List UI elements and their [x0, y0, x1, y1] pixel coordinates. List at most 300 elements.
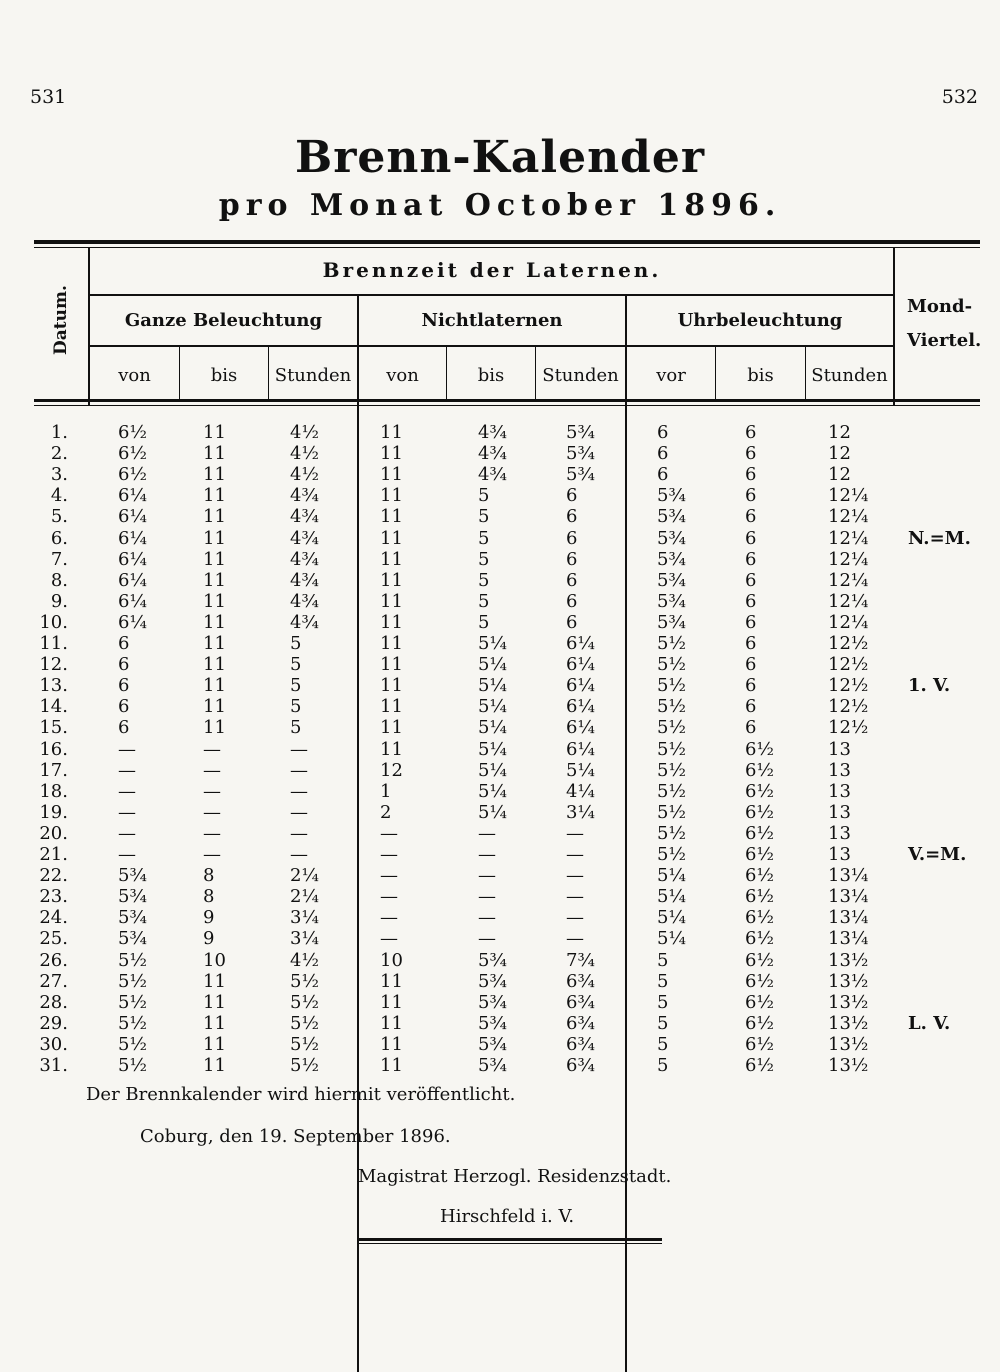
cell-uhr-bis: 6 [745, 485, 757, 507]
cell-uhr-bis: 6 [745, 422, 757, 443]
cell-nicht-bis: 4¾ [478, 464, 507, 486]
cell-uhr-stunden: 13 [828, 822, 851, 844]
cell-datum: 6. [50, 527, 68, 549]
cell-nicht-stunden: 6 [566, 590, 578, 612]
footer-rule [358, 1238, 662, 1241]
cell-nicht-stunden: — [566, 844, 584, 865]
cell-ganze-von: 6½ [118, 443, 147, 465]
cell-uhr-bis: 6½ [745, 865, 774, 887]
cell-datum: 17. [39, 759, 68, 781]
cell-ganze-von: 6¼ [118, 569, 147, 591]
cell-nicht-von: 2 [380, 801, 392, 823]
cell-datum: 28. [39, 991, 68, 1013]
cell-nicht-bis: 5 [478, 569, 490, 591]
cell-ganze-bis: 11 [203, 991, 226, 1013]
cell-uhr-bis: 6 [745, 464, 757, 486]
cell-nicht-von: — [380, 844, 398, 865]
cell-nicht-bis: 5¼ [478, 696, 507, 718]
cell-ganze-stunden: 4¾ [290, 548, 319, 570]
table-top-rule-thin [34, 247, 980, 248]
cell-uhr-bis: 6½ [745, 970, 774, 992]
footer-place-date: Coburg, den 19. September 1896. [140, 1126, 451, 1147]
cell-nicht-stunden: 6¾ [566, 991, 595, 1013]
cell-uhr-stunden: 12½ [828, 696, 869, 718]
cell-nicht-von: 11 [380, 527, 403, 549]
cell-datum: 13. [39, 675, 68, 697]
cell-uhr-stunden: 13 [828, 759, 851, 781]
cell-nicht-bis: 5 [478, 485, 490, 507]
cell-nicht-bis: 5¾ [478, 1033, 507, 1055]
footer-publication-note: Der Brennkalender wird hiermit veröffentlicht. [86, 1084, 516, 1105]
cell-nicht-von: 11 [380, 485, 403, 507]
col-header-von: von [118, 365, 151, 386]
cell-datum: 26. [39, 949, 68, 971]
cell-ganze-bis: — [203, 738, 221, 760]
cell-datum: 8. [50, 569, 68, 591]
cell-ganze-stunden: 3¼ [290, 907, 319, 929]
cell-uhr-von: 5 [657, 1033, 669, 1055]
cell-nicht-von: — [380, 886, 398, 908]
cell-datum: 30. [39, 1033, 68, 1055]
cell-uhr-bis: 6½ [745, 780, 774, 802]
cell-nicht-stunden: 6¾ [566, 1055, 595, 1076]
cell-datum: 18. [39, 780, 68, 802]
footer-authority: Magistrat Herzogl. Residenzstadt. [358, 1166, 672, 1187]
cell-uhr-stunden: 12¼ [828, 611, 869, 633]
cell-uhr-bis: 6½ [745, 822, 774, 844]
cell-uhr-bis: 6½ [745, 759, 774, 781]
cell-ganze-stunden: 5½ [290, 970, 319, 992]
cell-ganze-stunden: 2¼ [290, 886, 319, 908]
cell-uhr-von: 5½ [657, 780, 686, 802]
cell-uhr-stunden: 12¼ [828, 590, 869, 612]
cell-uhr-von: 5½ [657, 696, 686, 718]
cell-uhr-von: 5¾ [657, 527, 686, 549]
cell-uhr-von: 6 [657, 422, 669, 443]
cell-uhr-von: 5¾ [657, 548, 686, 570]
cell-uhr-stunden: 13½ [828, 1012, 869, 1034]
cell-nicht-bis: 5¼ [478, 633, 507, 654]
cell-uhr-stunden: 12 [828, 422, 851, 443]
cell-nicht-stunden: — [566, 928, 584, 950]
group-header-nicht: Nichtlaternen [421, 310, 563, 331]
cell-uhr-von: 5¾ [657, 590, 686, 612]
cell-ganze-von: — [118, 738, 136, 760]
cell-uhr-bis: 6½ [745, 949, 774, 971]
cell-ganze-stunden: 4½ [290, 422, 319, 443]
cell-uhr-von: 5½ [657, 738, 686, 760]
cell-ganze-von: 5½ [118, 1033, 147, 1055]
group-rule [90, 294, 894, 296]
cell-nicht-bis: 5¼ [478, 738, 507, 760]
col-header-vor: vor [656, 365, 686, 386]
cell-nicht-von: 11 [380, 970, 403, 992]
cell-uhr-von: 5 [657, 949, 669, 971]
cell-uhr-stunden: 13¼ [828, 928, 869, 950]
cell-nicht-von: 11 [380, 675, 403, 697]
cell-ganze-von: — [118, 822, 136, 844]
cell-datum: 16. [39, 738, 68, 760]
header-bottom-rule-thin [34, 405, 980, 406]
cell-datum: 24. [39, 907, 68, 929]
cell-nicht-von: 11 [380, 991, 403, 1013]
cell-ganze-stunden: — [290, 822, 308, 844]
cell-uhr-stunden: 13½ [828, 991, 869, 1013]
cell-datum: 10. [39, 611, 68, 633]
footer-signature: Hirschfeld i. V. [440, 1206, 575, 1227]
cell-datum: 29. [39, 1012, 68, 1034]
cell-ganze-bis: 11 [203, 675, 226, 697]
moon-phase: V.=M. [908, 844, 967, 865]
cell-ganze-von: 6 [118, 717, 130, 739]
moon-phase: L. V. [908, 1012, 951, 1034]
cell-uhr-stunden: 13 [828, 844, 851, 865]
cell-uhr-stunden: 13¼ [828, 886, 869, 908]
cell-uhr-von: 5¼ [657, 886, 686, 908]
cell-nicht-von: 11 [380, 1033, 403, 1055]
cell-ganze-bis: 11 [203, 548, 226, 570]
cell-nicht-von: 11 [380, 611, 403, 633]
cell-uhr-stunden: 13¼ [828, 865, 869, 887]
cell-ganze-stunden: 5 [290, 654, 302, 676]
cell-uhr-von: 5½ [657, 675, 686, 697]
cell-nicht-von: 11 [380, 738, 403, 760]
col-header-stunden: Stunden [811, 365, 888, 386]
cell-ganze-von: 6 [118, 675, 130, 697]
cell-uhr-bis: 6½ [745, 1055, 774, 1076]
cell-nicht-stunden: 6¼ [566, 675, 595, 697]
cell-uhr-bis: 6½ [745, 1033, 774, 1055]
cell-nicht-von: — [380, 928, 398, 950]
cell-uhr-stunden: 13½ [828, 1055, 869, 1076]
cell-datum: 20. [39, 822, 68, 844]
cell-nicht-von: — [380, 907, 398, 929]
cell-datum: 12. [39, 654, 68, 676]
cell-uhr-bis: 6 [745, 717, 757, 739]
cell-nicht-stunden: 6 [566, 548, 578, 570]
cell-ganze-bis: 11 [203, 611, 226, 633]
cell-datum: 15. [39, 717, 68, 739]
cell-uhr-stunden: 13½ [828, 949, 869, 971]
cell-ganze-von: 5½ [118, 991, 147, 1013]
cell-ganze-bis: 11 [203, 717, 226, 739]
cell-uhr-stunden: 13½ [828, 1033, 869, 1055]
cell-nicht-von: 11 [380, 654, 403, 676]
group-header-ganze: Ganze Beleuchtung [124, 310, 323, 331]
cell-nicht-bis: — [478, 822, 496, 844]
cell-nicht-bis: 4¾ [478, 443, 507, 465]
cell-nicht-bis: 5¼ [478, 717, 507, 739]
page-number-right: 532 [941, 86, 978, 108]
cell-nicht-von: 11 [380, 1055, 403, 1076]
cell-ganze-stunden: 5 [290, 675, 302, 697]
cell-uhr-stunden: 12½ [828, 654, 869, 676]
datum-header: Datum. [51, 285, 71, 355]
cell-uhr-bis: 6 [745, 590, 757, 612]
cell-ganze-von: 5½ [118, 1012, 147, 1034]
cell-uhr-von: 6 [657, 443, 669, 465]
cell-nicht-bis: — [478, 907, 496, 929]
cell-datum: 22. [39, 865, 68, 887]
cell-nicht-stunden: 7¾ [566, 949, 595, 971]
cell-uhr-von: 5 [657, 1012, 669, 1034]
cell-uhr-bis: 6½ [745, 991, 774, 1013]
cell-uhr-bis: 6 [745, 527, 757, 549]
cell-ganze-stunden: 4½ [290, 464, 319, 486]
cell-uhr-bis: 6 [745, 443, 757, 465]
cell-ganze-bis: 11 [203, 633, 226, 654]
cell-uhr-stunden: 13 [828, 801, 851, 823]
cell-nicht-von: 11 [380, 422, 403, 443]
cell-ganze-stunden: 5 [290, 633, 302, 654]
cell-uhr-bis: 6½ [745, 844, 774, 865]
col-header-stunden: Stunden [542, 365, 619, 386]
cell-ganze-von: 6½ [118, 422, 147, 443]
cell-uhr-von: 5½ [657, 844, 686, 865]
cell-ganze-stunden: 4¾ [290, 527, 319, 549]
cell-nicht-stunden: 5¼ [566, 759, 595, 781]
cell-ganze-bis: 8 [203, 865, 215, 887]
page-subtitle: pro Monat October 1896. [218, 188, 782, 223]
cell-ganze-bis: 11 [203, 506, 226, 528]
cell-ganze-von: — [118, 844, 136, 865]
cell-ganze-bis: — [203, 844, 221, 865]
brennzeit-header: Brennzeit der Laternen. [322, 258, 662, 282]
cell-nicht-bis: 5¼ [478, 801, 507, 823]
cell-nicht-bis: — [478, 886, 496, 908]
col-header-bis: bis [477, 365, 505, 386]
cell-ganze-bis: — [203, 759, 221, 781]
page-title: Brenn-Kalender [295, 132, 705, 183]
cell-uhr-bis: 6½ [745, 801, 774, 823]
cell-ganze-von: 6¼ [118, 485, 147, 507]
cell-nicht-von: 11 [380, 548, 403, 570]
cell-ganze-bis: 11 [203, 696, 226, 718]
cell-uhr-von: 5¼ [657, 865, 686, 887]
cell-ganze-stunden: 5½ [290, 1012, 319, 1034]
cell-uhr-stunden: 12¼ [828, 569, 869, 591]
cell-nicht-bis: 5¼ [478, 759, 507, 781]
cell-nicht-bis: 5¾ [478, 991, 507, 1013]
cell-ganze-bis: 11 [203, 970, 226, 992]
cell-uhr-bis: 6½ [745, 738, 774, 760]
moon-phase: 1. V. [908, 675, 951, 697]
cell-uhr-bis: 6 [745, 548, 757, 570]
cell-uhr-bis: 6 [745, 675, 757, 697]
cell-nicht-stunden: 4¼ [566, 780, 595, 802]
cell-datum: 25. [39, 928, 68, 950]
cell-uhr-von: 5½ [657, 822, 686, 844]
cell-nicht-von: 11 [380, 633, 403, 654]
cell-ganze-stunden: 4¾ [290, 485, 319, 507]
cell-ganze-stunden: 5 [290, 696, 302, 718]
cell-ganze-von: 6¼ [118, 506, 147, 528]
header-bottom-rule [34, 399, 980, 402]
cell-ganze-stunden: 4¾ [290, 590, 319, 612]
cell-nicht-bis: 5 [478, 590, 490, 612]
cell-uhr-stunden: 12½ [828, 717, 869, 739]
cell-nicht-von: 11 [380, 590, 403, 612]
cell-nicht-bis: 5¾ [478, 949, 507, 971]
cell-nicht-von: 12 [380, 759, 403, 781]
cell-uhr-bis: 6 [745, 633, 757, 654]
cell-ganze-stunden: 5½ [290, 1055, 319, 1076]
cell-nicht-von: 11 [380, 506, 403, 528]
cell-ganze-stunden: 4½ [290, 949, 319, 971]
group-header-uhr: Uhrbeleuchtung [677, 310, 843, 331]
cell-ganze-stunden: 3¼ [290, 928, 319, 950]
cell-datum: 3. [50, 464, 68, 486]
cell-nicht-von: — [380, 865, 398, 887]
cell-uhr-stunden: 12¼ [828, 506, 869, 528]
mond-header-line1: Mond- [907, 296, 973, 317]
cell-ganze-bis: 8 [203, 886, 215, 908]
cell-ganze-von: 6¼ [118, 527, 147, 549]
cell-uhr-bis: 6½ [745, 886, 774, 908]
mond-header-line2: Viertel. [907, 330, 982, 351]
col-header-bis: bis [210, 365, 238, 386]
cell-ganze-stunden: 5½ [290, 1033, 319, 1055]
col-header-stunden: Stunden [274, 365, 352, 386]
cell-datum: 14. [39, 696, 68, 718]
cell-datum: 1. [50, 422, 68, 443]
cell-nicht-von: 11 [380, 569, 403, 591]
cell-nicht-stunden: 6¾ [566, 1012, 595, 1034]
cell-nicht-stunden: 6¼ [566, 717, 595, 739]
cell-nicht-von: 11 [380, 1012, 403, 1034]
cell-datum: 4. [50, 485, 68, 507]
cell-ganze-bis: 11 [203, 1055, 226, 1076]
cell-ganze-bis: 11 [203, 1012, 226, 1034]
cell-ganze-von: 5¾ [118, 907, 147, 929]
cell-ganze-von: 6 [118, 696, 130, 718]
cell-datum: 19. [39, 801, 68, 823]
cell-uhr-von: 5 [657, 970, 669, 992]
cell-nicht-stunden: 6 [566, 569, 578, 591]
cell-nicht-bis: 5 [478, 506, 490, 528]
cell-nicht-stunden: 6¾ [566, 970, 595, 992]
cell-nicht-stunden: 6 [566, 506, 578, 528]
cell-nicht-stunden: 6¾ [566, 1033, 595, 1055]
cell-datum: 23. [39, 886, 68, 908]
cell-nicht-stunden: 6 [566, 485, 578, 507]
cell-nicht-stunden: 5¾ [566, 443, 595, 465]
cell-ganze-von: 5¾ [118, 928, 147, 950]
cell-datum: 9. [50, 590, 68, 612]
cell-nicht-stunden: 6 [566, 527, 578, 549]
cell-nicht-bis: 5¾ [478, 970, 507, 992]
cell-uhr-bis: 6 [745, 569, 757, 591]
cell-ganze-bis: 11 [203, 590, 226, 612]
cell-uhr-von: 5¾ [657, 569, 686, 591]
cell-ganze-von: 6 [118, 654, 130, 676]
cell-ganze-bis: 11 [203, 527, 226, 549]
cell-uhr-von: 5½ [657, 654, 686, 676]
cell-nicht-von: 1 [380, 780, 392, 802]
cell-nicht-stunden: — [566, 822, 584, 844]
cell-ganze-bis: 11 [203, 485, 226, 507]
cell-nicht-stunden: — [566, 886, 584, 908]
cell-uhr-stunden: 12 [828, 464, 851, 486]
cell-nicht-bis: — [478, 865, 496, 887]
col-header-bis: bis [747, 365, 774, 386]
cell-nicht-bis: 5 [478, 548, 490, 570]
page-number-left: 531 [30, 86, 67, 108]
cell-ganze-von: 5½ [118, 1055, 147, 1076]
cell-uhr-bis: 6 [745, 506, 757, 528]
cell-ganze-stunden: — [290, 738, 308, 760]
cell-ganze-stunden: 4¾ [290, 506, 319, 528]
group-divider-1 [357, 296, 359, 1372]
cell-uhr-stunden: 13 [828, 738, 851, 760]
cell-uhr-von: 5½ [657, 759, 686, 781]
cell-ganze-bis: — [203, 822, 221, 844]
cell-ganze-stunden: 4¾ [290, 611, 319, 633]
cell-ganze-stunden: — [290, 759, 308, 781]
cell-nicht-stunden: 6¼ [566, 696, 595, 718]
cell-nicht-von: 11 [380, 443, 403, 465]
cell-uhr-bis: 6½ [745, 907, 774, 929]
cell-uhr-von: 5¾ [657, 611, 686, 633]
cell-uhr-von: 5 [657, 991, 669, 1013]
cell-ganze-stunden: 2¼ [290, 865, 319, 887]
cell-uhr-von: 6 [657, 464, 669, 486]
cell-ganze-von: 5½ [118, 970, 147, 992]
cell-uhr-stunden: 12¼ [828, 485, 869, 507]
cell-uhr-von: 5¼ [657, 928, 686, 950]
cell-ganze-von: 6 [118, 633, 130, 654]
cell-uhr-stunden: 12¼ [828, 548, 869, 570]
cell-ganze-bis: — [203, 801, 221, 823]
cell-uhr-von: 5¾ [657, 485, 686, 507]
cell-ganze-bis: 11 [203, 1033, 226, 1055]
cell-nicht-von: 10 [380, 949, 403, 971]
cell-uhr-von: 5½ [657, 717, 686, 739]
cell-ganze-von: 6¼ [118, 590, 147, 612]
cell-ganze-bis: 11 [203, 422, 226, 443]
cell-uhr-stunden: 13¼ [828, 907, 869, 929]
moon-phase: N.=M. [908, 527, 971, 549]
cell-nicht-bis: 5¾ [478, 1055, 507, 1076]
cell-ganze-stunden: — [290, 801, 308, 823]
cell-datum: 5. [50, 506, 68, 528]
cell-uhr-bis: 6 [745, 696, 757, 718]
cell-nicht-bis: 4¾ [478, 422, 507, 443]
cell-datum: 27. [39, 970, 68, 992]
cell-uhr-von: 5 [657, 1055, 669, 1076]
cell-ganze-stunden: 5½ [290, 991, 319, 1013]
cell-uhr-von: 5½ [657, 633, 686, 654]
cell-nicht-bis: 5 [478, 611, 490, 633]
cell-ganze-bis: — [203, 780, 221, 802]
cell-ganze-von: — [118, 780, 136, 802]
cell-nicht-stunden: — [566, 907, 584, 929]
cell-ganze-stunden: 5 [290, 717, 302, 739]
cell-nicht-von: — [380, 822, 398, 844]
cell-ganze-bis: 9 [203, 907, 215, 929]
cell-nicht-stunden: 5¾ [566, 422, 595, 443]
cell-ganze-bis: 11 [203, 464, 226, 486]
cell-nicht-bis: 5¾ [478, 1012, 507, 1034]
cell-datum: 7. [50, 548, 68, 570]
cell-ganze-von: — [118, 801, 136, 823]
cell-datum: 31. [39, 1055, 68, 1076]
cell-nicht-bis: 5¼ [478, 654, 507, 676]
cell-nicht-von: 11 [380, 464, 403, 486]
cell-nicht-stunden: — [566, 865, 584, 887]
cell-ganze-von: 5¾ [118, 886, 147, 908]
cell-datum: 21. [39, 844, 68, 865]
